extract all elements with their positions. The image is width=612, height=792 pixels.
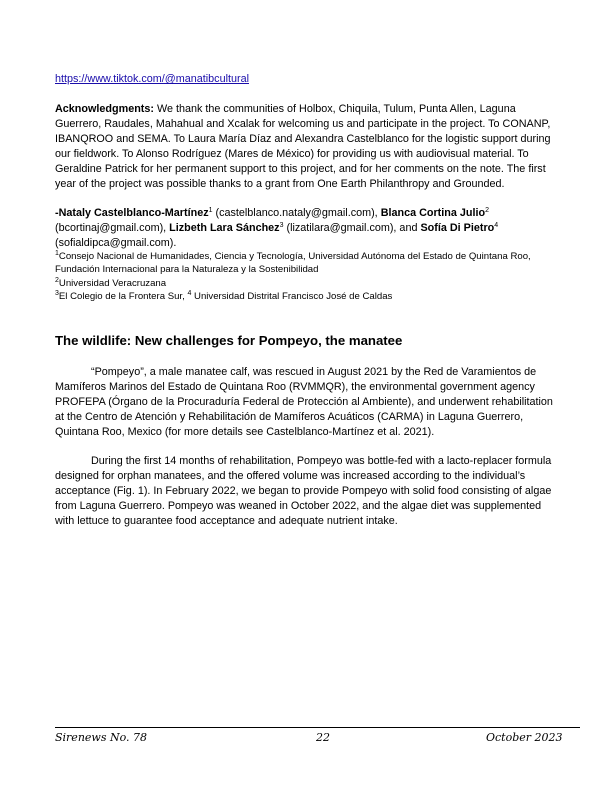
footer-date: October 2023 [486, 731, 563, 744]
affiliation-1 [55, 250, 560, 277]
author-email: (sofialdipca@gmail.com). [55, 237, 177, 249]
author-superscript: 4 [494, 222, 499, 229]
affiliation-superscript: 1 [55, 250, 59, 257]
author-superscript: 1 [208, 207, 213, 214]
author-email: (lizatilara@gmail.com), and [283, 222, 421, 234]
affiliations [55, 250, 560, 303]
author-email: (bcortinaj@gmail.com), [55, 222, 170, 234]
affiliation-text: El Colegio de la Frontera Sur, [58, 290, 188, 302]
affiliation-superscript: 4 [187, 289, 192, 297]
affiliation-superscript: 2 [55, 276, 59, 284]
affiliation-text: Universidad Veracruzana [58, 277, 167, 289]
author-name: Sofía Di Pietro [420, 222, 495, 234]
affiliation-2 [55, 277, 560, 290]
footer-page-number: 22 [316, 731, 330, 744]
section-title: The wildlife: New challenges for Pompeyo, the manatee [55, 333, 403, 348]
author-email: (castelblanco.nataly@gmail.com), [212, 207, 381, 219]
affiliation-text: Universidad Distrital Francisco José de Caldas [191, 290, 393, 302]
acknowledgments-paragraph [55, 102, 560, 192]
acknowledgments-text: We thank the communities of Holbox, Chiquila, Tulum, Punta Allen, Laguna Guerrero, Raudales, Mahahual and Xcalak for welcoming us and participate in the project. To CONANP, IBANQROO and SEMA. To Laura María Díaz and Alexandra Castelblanco for the logistic support during our fieldwork. To Alonso Rodríguez (Mares de México) for providing us with audiovisual material. To Geraldine Patrick for her permanent support to this project, and for her comments on the note. The first year of the project was possible thanks to a grant from One Earth Philanthropy and Grounded. [55, 103, 551, 190]
affiliation-superscript: 3 [55, 289, 59, 297]
author-name: -Nataly Castelblanco-Martínez [55, 207, 209, 219]
author-name: Lizbeth Lara Sánchez [169, 222, 280, 234]
footer-publication: Sirenews No. 78 [55, 731, 148, 744]
affiliation-3-4 [55, 290, 560, 303]
link-line [55, 72, 560, 87]
acknowledgments-label: Acknowledgments: [55, 103, 154, 115]
author-name: Blanca Cortina Julio [380, 207, 486, 219]
authors-line [55, 206, 560, 251]
affiliation-text: Consejo Nacional de Humanidades, Ciencia y Tecnología, Universidad Autónoma del Estado de Quintana Roo, Fundación Internacional para la Naturaleza y la Sostenibilidad [55, 251, 531, 276]
tiktok-link[interactable]: https://www.tiktok.com/@manatibcultural [55, 73, 249, 85]
author-superscript: 3 [279, 222, 284, 229]
author-superscript: 2 [485, 207, 489, 214]
body-paragraph-1: “Pompeyo”, a male manatee calf, was rescued in August 2021 by the Red de Varamientos de Mamíferos Marinos del Estado de Quintana Roo (RVMMQR), the environmental government agency PROFEPA (Órgano de la Procuraduría Federal de Protección al Ambiente), and underwent rehabilitation at the Centro de Atención y Rehabilitación de Mamíferos Acuáticos (CARMA) in Laguna Guerrero, Quintana Roo, Mexico (for more details see Castelblanco-Martínez et al. 2021). [55, 366, 553, 438]
body-paragraph-2: During the first 14 months of rehabilitation, Pompeyo was bottle-fed with a lacto-replacer formula designed for orphan manatees, and the offered volume was increased according to the individual’s acceptance (Fig. 1). In February 2022, we began to provide Pompeyo with solid food consisting of algae from Laguna Guerrero. Pompeyo was weaned in October 2022, and the algae diet was supplemented with lettuce to guarantee food acceptance and adequate nutrient intake. [55, 455, 552, 527]
footer-divider [55, 727, 580, 728]
